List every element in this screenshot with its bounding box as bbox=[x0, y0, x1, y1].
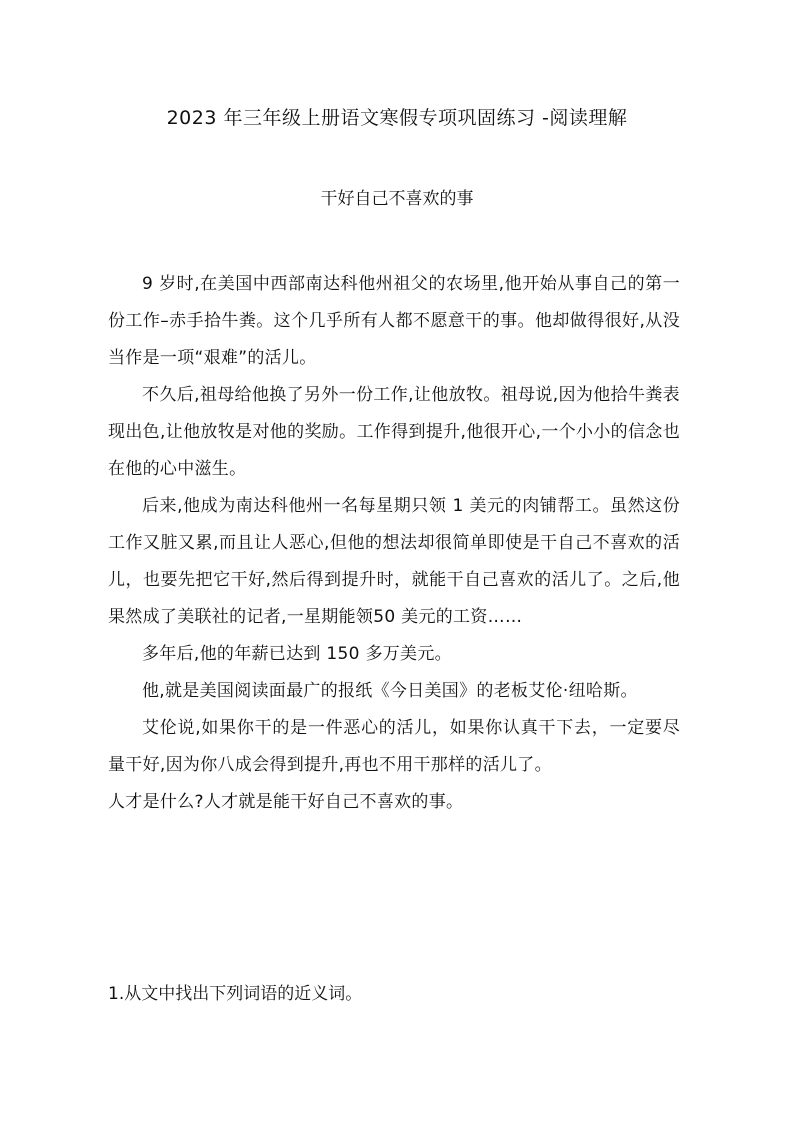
paragraph-4: 多年后,他的年薪已达到 150 多万美元。 bbox=[142, 644, 452, 664]
paragraph-1: 9 岁时,在美国中西部南达科他州祖父的农场里,他开始从事自己的第一份工作–赤手拾牛粪。这个几乎所有人都不愿意干的事。他却做得很好,从没当作是一项“艰难”的活儿。 bbox=[108, 274, 680, 368]
document-title: 2023 年三年级上册语文寒假专项巩固练习 -阅读理解 bbox=[166, 107, 628, 129]
question-1: 1.从文中找出下列词语的近义词。 bbox=[108, 984, 363, 1004]
article-title: 干好自己不喜欢的事 bbox=[320, 189, 474, 209]
paragraph-5: 他,就是美国阅读面最广的报纸《今日美国》的老板艾伦·纽哈斯。 bbox=[142, 681, 638, 701]
paragraph-6: 艾伦说,如果你干的是一件恶心的活儿，如果你认真干下去，一定要尽量干好,因为你八成会得到提升,再也不用干那样的活儿了。 bbox=[108, 718, 680, 775]
paragraph-7: 人才是什么?人才就是能干好自己不喜欢的事。 bbox=[108, 792, 464, 812]
article-body bbox=[108, 266, 680, 821]
paragraph-2: 不久后,祖母给他换了另外一份工作,让他放牧。祖母说,因为他拾牛粪表现出色,让他放牧是对他的奖励。工作得到提升,他很开心,一个小小的信念也在他的心中滋生。 bbox=[108, 385, 680, 479]
paragraph-3: 后来,他成为南达科他州一名每星期只领 1 美元的肉铺帮工。虽然这份工作又脏又累,而且让人恶心,但他的想法却很简单即使是干自己不喜欢的活儿，也要先把它干好,然后得到提升时，就能干自己喜欢的活儿了。之后,他果然成了美联社的记者,一星期能领50 美元的工资…… bbox=[108, 496, 680, 627]
